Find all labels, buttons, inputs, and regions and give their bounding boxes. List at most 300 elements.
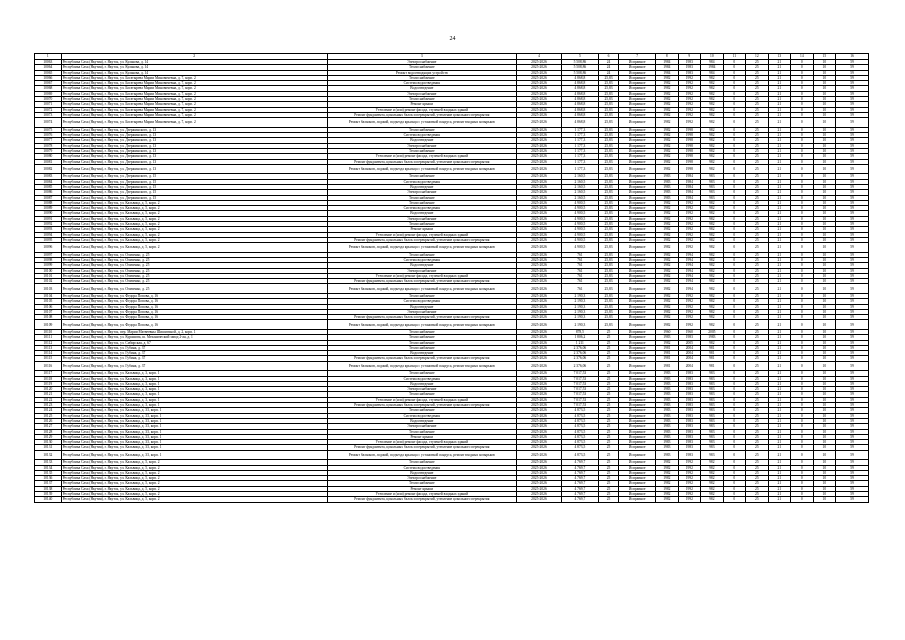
year-built-cell: 1982 bbox=[656, 143, 679, 148]
value-cell: 10 bbox=[813, 387, 836, 392]
value-cell: 0 bbox=[723, 118, 746, 128]
percent-cell: 25,83 bbox=[598, 81, 618, 86]
value-cell: 21 bbox=[768, 118, 791, 128]
year-cell: 983 bbox=[701, 190, 724, 195]
address-cell: Республика Саха (Якутия), г. Якутск, ул. Кальвица, д. 3, корп. 1 bbox=[61, 397, 327, 402]
value-cell: 0 bbox=[791, 200, 814, 205]
work-type-cell: Теплоснабжение bbox=[327, 345, 516, 350]
value-cell: 21 bbox=[768, 450, 791, 460]
period-cell: 2025-2026 bbox=[516, 81, 561, 86]
year-renovated-cell: 2004 bbox=[678, 356, 701, 361]
value-cell: 21 bbox=[768, 184, 791, 189]
year-renovated-cell: 1992 bbox=[678, 491, 701, 496]
value-cell: 59 bbox=[836, 329, 869, 334]
work-type-cell: Водоотведение bbox=[327, 86, 516, 91]
work-type-cell: Водоотведение bbox=[327, 211, 516, 216]
value-cell: 10 bbox=[813, 279, 836, 284]
value-cell: 25 bbox=[746, 143, 769, 148]
work-type-cell: Электроснабжение bbox=[327, 190, 516, 195]
value-cell: 21 bbox=[768, 133, 791, 138]
area-cell: 761 bbox=[561, 268, 598, 273]
value-cell: 0 bbox=[723, 497, 746, 502]
row-number-cell: 10066 bbox=[35, 75, 62, 80]
value-cell: 10 bbox=[813, 440, 836, 445]
value-cell: 0 bbox=[791, 127, 814, 132]
value-cell: 21 bbox=[768, 481, 791, 486]
value-cell: 21 bbox=[768, 200, 791, 205]
value-cell: 21 bbox=[768, 361, 791, 371]
year-cell: 982 bbox=[701, 284, 724, 294]
year-built-cell: 1982 bbox=[656, 279, 679, 284]
area-cell: 761 bbox=[561, 252, 598, 257]
condition-cell: Исправное bbox=[619, 345, 656, 350]
year-built-cell: 1982 bbox=[656, 243, 679, 253]
year-built-cell: 1984 bbox=[656, 70, 679, 75]
percent-cell: 25,83 bbox=[598, 148, 618, 153]
condition-cell: Исправное bbox=[619, 184, 656, 189]
value-cell: 25 bbox=[746, 237, 769, 242]
year-built-cell: 1981 bbox=[656, 351, 679, 356]
row-number-cell: 10118 bbox=[35, 376, 62, 381]
work-type-cell: Ремонт крыши bbox=[327, 434, 516, 439]
work-type-cell: Теплоснабжение bbox=[327, 293, 516, 298]
year-renovated-cell: 1983 bbox=[678, 392, 701, 397]
year-cell: 982 bbox=[701, 159, 724, 164]
value-cell: 10 bbox=[813, 216, 836, 221]
value-cell: 0 bbox=[723, 159, 746, 164]
percent-cell: 25 bbox=[598, 381, 618, 386]
row-number-cell: 10135 bbox=[35, 470, 62, 475]
value-cell: 0 bbox=[791, 392, 814, 397]
year-built-cell: 1982 bbox=[656, 86, 679, 91]
period-cell: 2025-2026 bbox=[516, 174, 561, 179]
value-cell: 21 bbox=[768, 345, 791, 350]
year-renovated-cell: 2004 bbox=[678, 345, 701, 350]
value-cell: 25 bbox=[746, 392, 769, 397]
work-type-cell: Теплоснабжение bbox=[327, 408, 516, 413]
table-row bbox=[35, 118, 869, 128]
value-cell: 10 bbox=[813, 434, 836, 439]
value-cell: 0 bbox=[723, 279, 746, 284]
value-cell: 59 bbox=[836, 356, 869, 361]
area-cell: 2 160,5 bbox=[561, 174, 598, 179]
period-cell: 2025-2026 bbox=[516, 164, 561, 174]
value-cell: 25 bbox=[746, 424, 769, 429]
year-renovated-cell: 1992 bbox=[678, 486, 701, 491]
work-type-cell: Утепление и (или) ремонт фасада, ступеней входных зданий bbox=[327, 107, 516, 112]
area-cell: 4 873,5 bbox=[561, 424, 598, 429]
value-cell: 0 bbox=[791, 434, 814, 439]
address-cell: Республика Саха (Якутия), г. Якутск, ул. Губина, д. 37 bbox=[61, 345, 327, 350]
percent-cell: 25 bbox=[598, 418, 618, 423]
year-renovated-cell: 1992 bbox=[678, 206, 701, 211]
address-cell: Республика Саха (Якутия), г. Якутск, ул. Дзержинского, д. 15 bbox=[61, 179, 327, 184]
row-number-cell: 10113 bbox=[35, 345, 62, 350]
work-type-cell: Теплоснабжение bbox=[327, 195, 516, 200]
work-type-cell: Теплоснабжение bbox=[327, 460, 516, 465]
value-cell: 0 bbox=[723, 70, 746, 75]
row-number-cell: 10067 bbox=[35, 81, 62, 86]
year-built-cell: 1982 bbox=[656, 320, 679, 330]
value-cell: 10 bbox=[813, 340, 836, 345]
year-renovated-cell: 1992 bbox=[678, 102, 701, 107]
area-cell: 4 900,5 bbox=[561, 211, 598, 216]
area-cell: 7 017,53 bbox=[561, 403, 598, 408]
year-renovated-cell: 1992 bbox=[678, 293, 701, 298]
address-cell: Республика Саха (Якутия), г. Якутск, ул. Губина, д. 37 bbox=[61, 351, 327, 356]
area-cell: 1 211 bbox=[561, 340, 598, 345]
work-type-cell: Электроснабжение bbox=[327, 143, 516, 148]
period-cell: 2025-2026 bbox=[516, 476, 561, 481]
value-cell: 21 bbox=[768, 413, 791, 418]
value-cell: 10 bbox=[813, 222, 836, 227]
area-cell: 2 376,06 bbox=[561, 356, 598, 361]
value-cell: 25 bbox=[746, 434, 769, 439]
period-cell: 2025-2026 bbox=[516, 65, 561, 70]
value-cell: 0 bbox=[791, 429, 814, 434]
row-number-cell: 10077 bbox=[35, 138, 62, 143]
area-cell: 4 873,5 bbox=[561, 413, 598, 418]
condition-cell: Исправное bbox=[619, 356, 656, 361]
work-type-cell: Электроснабжение bbox=[327, 387, 516, 392]
condition-cell: Исправное bbox=[619, 361, 656, 371]
year-built-cell: 1982 bbox=[656, 232, 679, 237]
percent-cell: 25,83 bbox=[598, 232, 618, 237]
value-cell: 59 bbox=[836, 179, 869, 184]
row-number-cell: 10088 bbox=[35, 200, 62, 205]
area-cell: 1 177,3 bbox=[561, 148, 598, 153]
value-cell: 0 bbox=[791, 309, 814, 314]
value-cell: 59 bbox=[836, 465, 869, 470]
year-built-cell: 1982 bbox=[656, 340, 679, 345]
period-cell: 2025-2026 bbox=[516, 381, 561, 386]
percent-cell: 25,83 bbox=[598, 102, 618, 107]
period-cell: 2025-2026 bbox=[516, 440, 561, 445]
value-cell: 59 bbox=[836, 97, 869, 102]
row-number-cell: 10108 bbox=[35, 315, 62, 320]
value-cell: 59 bbox=[836, 206, 869, 211]
year-cell: 982 bbox=[701, 237, 724, 242]
percent-cell: 25,83 bbox=[598, 206, 618, 211]
year-renovated-cell: 1998 bbox=[678, 154, 701, 159]
address-cell: Республика Саха (Якутия), г. Якутск, ул. Федора Попова, д. 16 bbox=[61, 293, 327, 298]
value-cell: 25 bbox=[746, 450, 769, 460]
value-cell: 21 bbox=[768, 335, 791, 340]
address-cell: Республика Саха (Якутия), г. Якутск, ул. Богатырева Марии Миновичевна, д. 7, корп. 2 bbox=[61, 107, 327, 112]
work-type-cell: Система водоотведения bbox=[327, 258, 516, 263]
work-type-cell: Система водоотведения bbox=[327, 179, 516, 184]
condition-cell: Исправное bbox=[619, 408, 656, 413]
address-cell: Республика Саха (Якутия), г. Якутск, ул. Федора Попова, д. 16 bbox=[61, 309, 327, 314]
year-built-cell: 1982 bbox=[656, 470, 679, 475]
percent-cell: 25,83 bbox=[598, 304, 618, 309]
work-type-cell: Теплоснабжение bbox=[327, 127, 516, 132]
value-cell: 0 bbox=[791, 293, 814, 298]
work-type-cell: Ремонт фундамента, цокольных балок и перекрытий, утепление цокольного перекрытия bbox=[327, 279, 516, 284]
value-cell: 59 bbox=[836, 268, 869, 273]
work-type-cell: Теплоснабжение bbox=[327, 371, 516, 376]
area-cell: 4 868,8 bbox=[561, 118, 598, 128]
value-cell: 0 bbox=[791, 465, 814, 470]
address-cell: Республика Саха (Якутия), г. Якутск, ул. Кулакова, д. 14 bbox=[61, 60, 327, 65]
value-cell: 10 bbox=[813, 299, 836, 304]
year-cell: 983 bbox=[701, 387, 724, 392]
year-built-cell: 1982 bbox=[656, 497, 679, 502]
value-cell: 25 bbox=[746, 279, 769, 284]
value-cell: 21 bbox=[768, 222, 791, 227]
period-cell: 2025-2026 bbox=[516, 299, 561, 304]
condition-cell: Исправное bbox=[619, 497, 656, 502]
area-cell: 7 017,53 bbox=[561, 397, 598, 402]
value-cell: 10 bbox=[813, 429, 836, 434]
percent-cell: 25 bbox=[598, 450, 618, 460]
value-cell: 10 bbox=[813, 335, 836, 340]
percent-cell: 25 bbox=[598, 486, 618, 491]
value-cell: 10 bbox=[813, 268, 836, 273]
condition-cell: Исправное bbox=[619, 107, 656, 112]
value-cell: 21 bbox=[768, 190, 791, 195]
period-cell: 2025-2026 bbox=[516, 387, 561, 392]
value-cell: 10 bbox=[813, 376, 836, 381]
period-cell: 2025-2026 bbox=[516, 434, 561, 439]
percent-cell: 25 bbox=[598, 429, 618, 434]
condition-cell: Исправное bbox=[619, 174, 656, 179]
value-cell: 0 bbox=[723, 75, 746, 80]
year-cell: 982 bbox=[701, 481, 724, 486]
value-cell: 59 bbox=[836, 195, 869, 200]
row-number-cell: 10127 bbox=[35, 424, 62, 429]
value-cell: 10 bbox=[813, 112, 836, 117]
value-cell: 25 bbox=[746, 184, 769, 189]
value-cell: 0 bbox=[791, 60, 814, 65]
value-cell: 0 bbox=[791, 445, 814, 450]
value-cell: 10 bbox=[813, 356, 836, 361]
value-cell: 59 bbox=[836, 174, 869, 179]
address-cell: Республика Саха (Якутия), г. Якутск, ул. Очиченко, д. 25 bbox=[61, 252, 327, 257]
percent-cell: 25,83 bbox=[598, 86, 618, 91]
row-number-cell: 10140 bbox=[35, 497, 62, 502]
value-cell: 0 bbox=[723, 371, 746, 376]
year-cell: 982 bbox=[701, 118, 724, 128]
period-cell: 2025-2026 bbox=[516, 486, 561, 491]
year-built-cell: 1982 bbox=[656, 476, 679, 481]
value-cell: 10 bbox=[813, 86, 836, 91]
area-cell: 2 190,3 bbox=[561, 299, 598, 304]
address-cell: Республика Саха (Якутия), г. Якутск, ул. Кальвица, д. 33, корп. 1 bbox=[61, 424, 327, 429]
work-type-cell: Электроснабжение bbox=[327, 268, 516, 273]
work-type-cell: Ремонт балконов, лоджий, подъезда крыльца с установкой пандуса, ремонт входных козырьков bbox=[327, 243, 516, 253]
percent-cell: 25 bbox=[598, 356, 618, 361]
year-built-cell: 1983 bbox=[656, 179, 679, 184]
value-cell: 21 bbox=[768, 470, 791, 475]
value-cell: 10 bbox=[813, 497, 836, 502]
value-cell: 59 bbox=[836, 86, 869, 91]
area-cell: 761 bbox=[561, 284, 598, 294]
year-cell: 982 bbox=[701, 133, 724, 138]
year-cell: 982 bbox=[701, 81, 724, 86]
work-type-cell: Водоотведение bbox=[327, 138, 516, 143]
value-cell: 0 bbox=[723, 445, 746, 450]
value-cell: 59 bbox=[836, 397, 869, 402]
area-cell: 2 376,06 bbox=[561, 351, 598, 356]
year-renovated-cell: 1984 bbox=[678, 174, 701, 179]
year-cell: 982 bbox=[701, 222, 724, 227]
value-cell: 10 bbox=[813, 381, 836, 386]
condition-cell: Исправное bbox=[619, 376, 656, 381]
value-cell: 0 bbox=[791, 195, 814, 200]
year-renovated-cell: 1992 bbox=[678, 320, 701, 330]
condition-cell: Исправное bbox=[619, 434, 656, 439]
row-number-cell: 10120 bbox=[35, 387, 62, 392]
value-cell: 25 bbox=[746, 413, 769, 418]
value-cell: 21 bbox=[768, 408, 791, 413]
value-cell: 21 bbox=[768, 465, 791, 470]
value-cell: 25 bbox=[746, 351, 769, 356]
address-cell: Республика Саха (Якутия), г. Якутск, ул. Кальвица, д. 33, корп. 1 bbox=[61, 429, 327, 434]
work-type-cell: Утепление и (или) ремонт фасада, ступеней входных зданий bbox=[327, 440, 516, 445]
value-cell: 0 bbox=[723, 258, 746, 263]
percent-cell: 25,83 bbox=[598, 97, 618, 102]
year-built-cell: 1983 bbox=[656, 190, 679, 195]
year-built-cell: 1982 bbox=[656, 75, 679, 80]
table-row bbox=[35, 497, 869, 502]
area-cell: 1 177,3 bbox=[561, 138, 598, 143]
value-cell: 21 bbox=[768, 392, 791, 397]
area-cell: 4 868,8 bbox=[561, 112, 598, 117]
year-renovated-cell: 1992 bbox=[678, 75, 701, 80]
value-cell: 25 bbox=[746, 174, 769, 179]
value-cell: 25 bbox=[746, 60, 769, 65]
address-cell: Республика Саха (Якутия), г. Якутск, ул. Богатырева Марии Миновичевна, д. 7, корп. 2 bbox=[61, 97, 327, 102]
condition-cell: Исправное bbox=[619, 268, 656, 273]
value-cell: 25 bbox=[746, 102, 769, 107]
value-cell: 0 bbox=[723, 320, 746, 330]
value-cell: 59 bbox=[836, 118, 869, 128]
period-cell: 2025-2026 bbox=[516, 263, 561, 268]
year-renovated-cell: 1983 bbox=[678, 440, 701, 445]
work-type-cell: Система водоотведения bbox=[327, 413, 516, 418]
value-cell: 0 bbox=[791, 424, 814, 429]
year-built-cell: 1982 bbox=[656, 237, 679, 242]
row-number-cell: 10107 bbox=[35, 309, 62, 314]
value-cell: 10 bbox=[813, 361, 836, 371]
year-built-cell: 1983 bbox=[656, 413, 679, 418]
year-renovated-cell: 1983 bbox=[678, 418, 701, 423]
year-built-cell: 1982 bbox=[656, 273, 679, 278]
row-number-cell: 10082 bbox=[35, 164, 62, 174]
period-cell: 2025-2026 bbox=[516, 75, 561, 80]
value-cell: 10 bbox=[813, 127, 836, 132]
value-cell: 0 bbox=[723, 227, 746, 232]
year-cell: 983 bbox=[701, 413, 724, 418]
value-cell: 0 bbox=[791, 263, 814, 268]
value-cell: 0 bbox=[791, 413, 814, 418]
condition-cell: Исправное bbox=[619, 263, 656, 268]
value-cell: 10 bbox=[813, 60, 836, 65]
percent-cell: 25,83 bbox=[598, 127, 618, 132]
percent-cell: 25,83 bbox=[598, 211, 618, 216]
address-cell: Республика Саха (Якутия), г. Якутск, ул. Кальвица, д. 33, корп. 1 bbox=[61, 450, 327, 460]
value-cell: 10 bbox=[813, 102, 836, 107]
value-cell: 21 bbox=[768, 460, 791, 465]
year-built-cell: 1983 bbox=[656, 418, 679, 423]
value-cell: 59 bbox=[836, 481, 869, 486]
value-cell: 10 bbox=[813, 371, 836, 376]
work-type-cell: Система водоотведения bbox=[327, 465, 516, 470]
condition-cell: Исправное bbox=[619, 237, 656, 242]
year-renovated-cell: 1992 bbox=[678, 227, 701, 232]
value-cell: 59 bbox=[836, 102, 869, 107]
period-cell: 2025-2026 bbox=[516, 309, 561, 314]
value-cell: 59 bbox=[836, 418, 869, 423]
work-type-cell: Водоотведение bbox=[327, 381, 516, 386]
row-number-cell: 10093 bbox=[35, 227, 62, 232]
value-cell: 59 bbox=[836, 60, 869, 65]
value-cell: 10 bbox=[813, 258, 836, 263]
percent-cell: 25,83 bbox=[598, 112, 618, 117]
year-cell: 982 bbox=[701, 154, 724, 159]
year-cell: 983 bbox=[701, 440, 724, 445]
year-built-cell: 1983 bbox=[656, 371, 679, 376]
column-header: 3 bbox=[327, 54, 516, 60]
value-cell: 25 bbox=[746, 304, 769, 309]
value-cell: 10 bbox=[813, 476, 836, 481]
row-number-cell: 10085 bbox=[35, 184, 62, 189]
value-cell: 10 bbox=[813, 164, 836, 174]
address-cell: Республика Саха (Якутия), г. Якутск, ул. Богатырева Марии Миновичевна, д. 7, корп. 2 bbox=[61, 86, 327, 91]
percent-cell: 25,83 bbox=[598, 174, 618, 179]
address-cell: Республика Саха (Якутия), г. Якутск, ул. Дзержинского, д. 13 bbox=[61, 148, 327, 153]
percent-cell: 25,83 bbox=[598, 263, 618, 268]
condition-cell: Исправное bbox=[619, 429, 656, 434]
period-cell: 2025-2026 bbox=[516, 107, 561, 112]
value-cell: 59 bbox=[836, 309, 869, 314]
work-type-cell: Теплоснабжение bbox=[327, 222, 516, 227]
period-cell: 2025-2026 bbox=[516, 97, 561, 102]
value-cell: 0 bbox=[791, 497, 814, 502]
address-cell: Республика Саха (Якутия), г. Якутск, ул. Очиченко, д. 25 bbox=[61, 258, 327, 263]
period-cell: 2025-2026 bbox=[516, 227, 561, 232]
percent-cell: 25,83 bbox=[598, 164, 618, 174]
value-cell: 10 bbox=[813, 450, 836, 460]
value-cell: 59 bbox=[836, 424, 869, 429]
value-cell: 25 bbox=[746, 91, 769, 96]
year-renovated-cell: 1992 bbox=[678, 304, 701, 309]
value-cell: 0 bbox=[791, 284, 814, 294]
work-type-cell: Ремонт водоотводящих устройств bbox=[327, 70, 516, 75]
year-renovated-cell: 1992 bbox=[678, 118, 701, 128]
year-renovated-cell: 1983 bbox=[678, 424, 701, 429]
address-cell: Республика Саха (Якутия), г. Якутск, ул. Богатырева Марии Миновичевна, д. 7, корп. 2 bbox=[61, 118, 327, 128]
area-cell: 2 190,3 bbox=[561, 315, 598, 320]
value-cell: 10 bbox=[813, 273, 836, 278]
value-cell: 21 bbox=[768, 138, 791, 143]
work-type-cell: Система водоотведения bbox=[327, 133, 516, 138]
value-cell: 0 bbox=[723, 107, 746, 112]
value-cell: 59 bbox=[836, 361, 869, 371]
year-cell: 983 bbox=[701, 450, 724, 460]
value-cell: 59 bbox=[836, 304, 869, 309]
condition-cell: Исправное bbox=[619, 127, 656, 132]
work-type-cell: Ремонт фундамента, цокольных балок и перекрытий, утепление цокольного перекрытия bbox=[327, 497, 516, 502]
year-built-cell: 1983 bbox=[656, 440, 679, 445]
area-cell: 4 769,7 bbox=[561, 470, 598, 475]
value-cell: 0 bbox=[791, 345, 814, 350]
work-type-cell: Система водоотведения bbox=[327, 299, 516, 304]
work-type-cell: Ремонт крыши bbox=[327, 102, 516, 107]
address-cell: Республика Саха (Якутия), г. Якутск, ул. Курашова, ш. Механический завод 2-ая, д. 1 bbox=[61, 335, 327, 340]
value-cell: 25 bbox=[746, 381, 769, 386]
